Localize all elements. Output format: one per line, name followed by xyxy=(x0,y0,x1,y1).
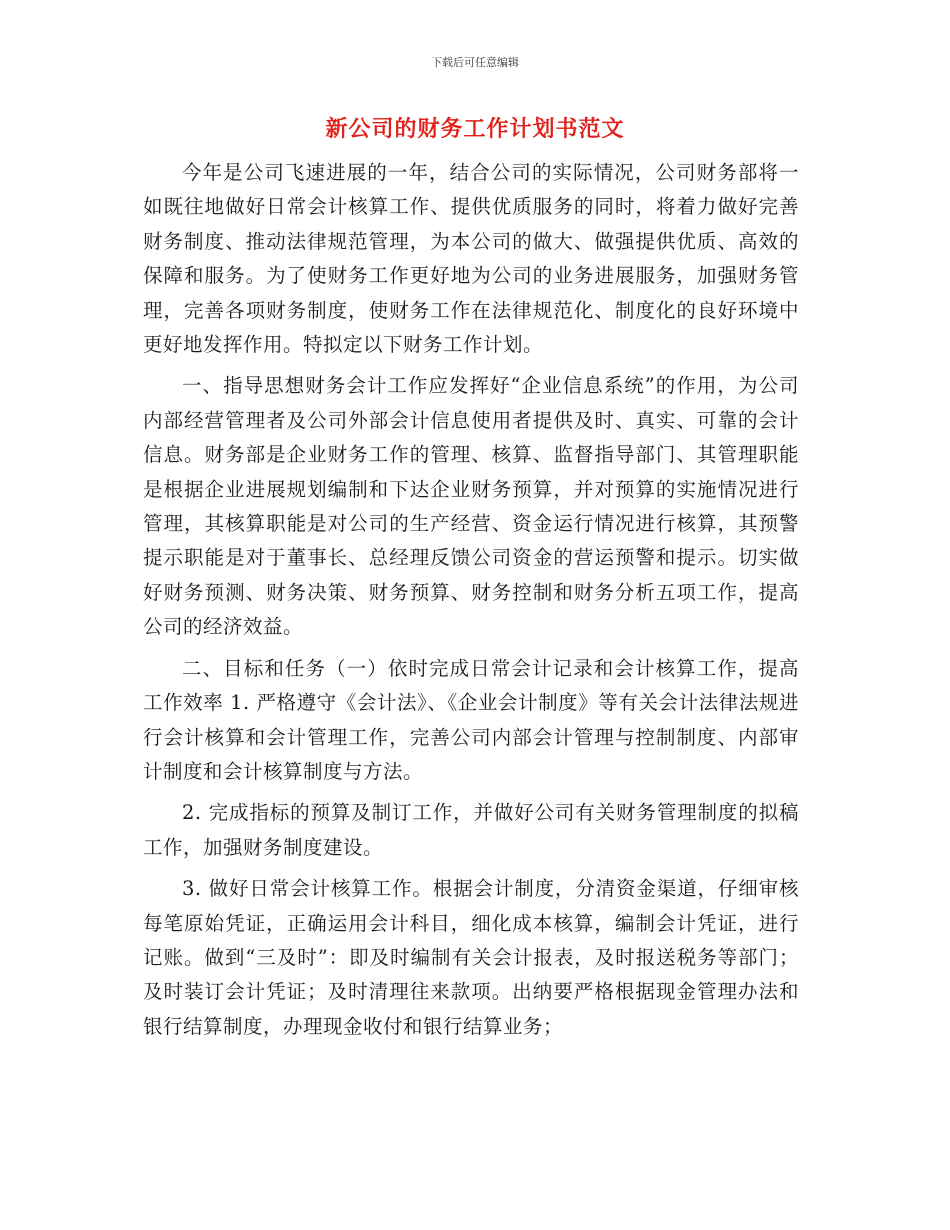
paragraph-intro: 今年是公司飞速进展的一年，结合公司的实际情况，公司财务部将一如既往地做好日常会计核算工作、提供优质服务的同时，将着力做好完善财务制度、推动法律规范管理，为本公司的做大、做强提供优质、高效的保障和服务。为了使财务工作更好地为公司的业务进展服务，加强财务管理，完善各项财务制度，使财务工作在法律规范化、制度化的良好环境中更好地发挥作用。特拟定以下财务工作计划。 xyxy=(143,161,799,357)
paragraph-guiding-principle: 一、指导思想财务会计工作应发挥好“企业信息系统”的作用，为公司内部经营管理者及公司外部会计信息使用者提供及时、真实、可靠的会计信息。财务部是企业财务工作的管理、核算、监督指导部门、其管理职能是根据企业进展规划编制和下达企业财务预算，并对预算的实施情况进行管理，其核算职能是对公司的生产经营、资金运行情况进行核算，其预警提示职能是对于董事长、总经理反馈公司资金的营运预警和提示。切实做好财务预测、财务决策、财务预算、财务控制和财务分析五项工作，提高公司的经济效益。 xyxy=(143,374,799,639)
document-title: 新公司的财务工作计划书范文 xyxy=(325,116,625,142)
document-body xyxy=(143,156,799,1051)
paragraph-goals-and-tasks: 二、目标和任务（一）依时完成日常会计记录和会计核算工作，提高工作效率 1. 严格遵守《会计法》、《企业会计制度》等有关会计法律法规进行会计核算和会计管理工作，完善公司内部会计管理与控制制度、内部审计制度和会计核算制度与方法。 xyxy=(143,656,799,783)
paragraph-item-2: 2. 完成指标的预算及制订工作，并做好公司有关财务管理制度的拟稿工作，加强财务制度建设。 xyxy=(143,801,799,859)
header-note: 下载后可任意编辑 xyxy=(431,56,519,69)
paragraph-item-3: 3. 做好日常会计核算工作。根据会计制度，分清资金渠道，仔细审核每笔原始凭证，正确运用会计科目，细化成本核算，编制会计凭证，进行记账。做到“三及时”：即及时编制有关会计报表，及时报送税务等部门；及时装订会计凭证；及时清理往来款项。出纳要严格根据现金管理办法和银行结算制度，办理现金收付和银行结算业务； xyxy=(143,877,799,1038)
